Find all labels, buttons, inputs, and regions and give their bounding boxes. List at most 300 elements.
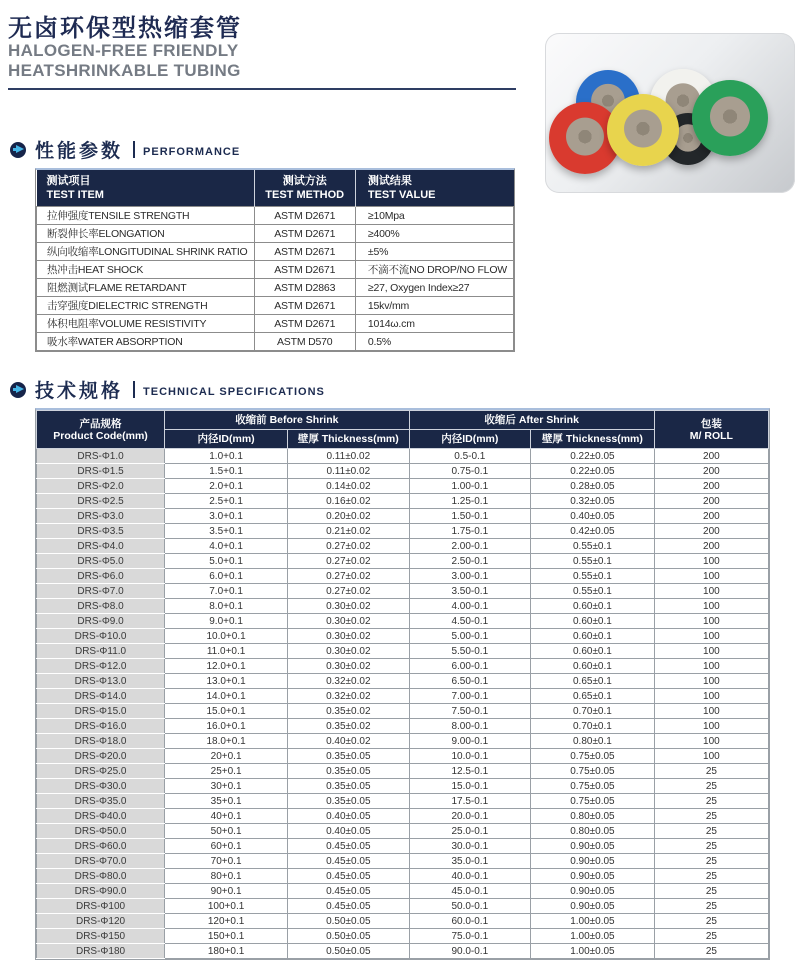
performance-row (37, 207, 514, 225)
product-code-cell: DRS-Φ4.0 (37, 539, 165, 554)
product-code-cell: DRS-Φ3.5 (37, 524, 165, 539)
heading-separator (133, 381, 135, 398)
test-item-cell: 阻燃测试FLAME RETARDANT (37, 279, 255, 297)
after-id-cell: 5.50-0.1 (409, 644, 531, 659)
test-method-cell: ASTM D2863 (254, 279, 355, 297)
performance-row (37, 333, 514, 351)
test-item-cell: 断裂伸长率ELONGATION (37, 225, 255, 243)
after-thickness-cell: 0.60±0.1 (531, 659, 655, 674)
roll-length-cell: 200 (654, 539, 768, 554)
before-id-cell: 16.0+0.1 (165, 719, 288, 734)
product-photo (545, 33, 795, 193)
roll-length-cell: 100 (654, 719, 768, 734)
header-test-item: 测试项目 TEST ITEM (37, 170, 255, 207)
header-before-id: 内径ID(mm) (165, 430, 288, 449)
page-subtitle (8, 41, 241, 81)
after-id-cell: 90.0-0.1 (409, 944, 531, 959)
spec-row (37, 614, 769, 629)
roll-length-cell: 25 (654, 824, 768, 839)
before-thickness-cell: 0.20±0.02 (288, 509, 410, 524)
after-thickness-cell: 0.60±0.1 (531, 599, 655, 614)
spec-row (37, 629, 769, 644)
before-thickness-cell: 0.32±0.02 (288, 674, 410, 689)
test-value-cell: ≥27, Oxygen Index≥27 (355, 279, 513, 297)
roll-length-cell: 25 (654, 809, 768, 824)
spec-row (37, 584, 769, 599)
roll-length-cell: 25 (654, 794, 768, 809)
after-id-cell: 20.0-0.1 (409, 809, 531, 824)
performance-heading-en: PERFORMANCE (143, 146, 241, 158)
after-id-cell: 6.00-0.1 (409, 659, 531, 674)
before-thickness-cell: 0.30±0.02 (288, 644, 410, 659)
before-id-cell: 3.0+0.1 (165, 509, 288, 524)
after-thickness-cell: 0.22±0.05 (531, 449, 655, 464)
before-id-cell: 100+0.1 (165, 899, 288, 914)
after-id-cell: 15.0-0.1 (409, 779, 531, 794)
product-code-cell: DRS-Φ7.0 (37, 584, 165, 599)
before-id-cell: 30+0.1 (165, 779, 288, 794)
product-code-cell: DRS-Φ8.0 (37, 599, 165, 614)
product-code-cell: DRS-Φ25.0 (37, 764, 165, 779)
after-thickness-cell: 0.65±0.1 (531, 674, 655, 689)
performance-row (37, 297, 514, 315)
product-code-cell: DRS-Φ2.0 (37, 479, 165, 494)
roll-length-cell: 25 (654, 869, 768, 884)
spec-row (37, 479, 769, 494)
before-id-cell: 3.5+0.1 (165, 524, 288, 539)
roll-length-cell: 100 (654, 659, 768, 674)
after-id-cell: 7.00-0.1 (409, 689, 531, 704)
spec-row (37, 539, 769, 554)
after-thickness-cell: 0.60±0.1 (531, 644, 655, 659)
spec-row (37, 494, 769, 509)
before-thickness-cell: 0.40±0.05 (288, 809, 410, 824)
roll-length-cell: 25 (654, 899, 768, 914)
spec-row (37, 659, 769, 674)
before-thickness-cell: 0.35±0.02 (288, 719, 410, 734)
test-method-cell: ASTM D2671 (254, 261, 355, 279)
roll-length-cell: 100 (654, 584, 768, 599)
before-thickness-cell: 0.35±0.05 (288, 764, 410, 779)
specifications-heading-cn: 技术规格 (35, 381, 124, 402)
performance-table (35, 168, 515, 352)
before-id-cell: 25+0.1 (165, 764, 288, 779)
after-thickness-cell: 0.65±0.1 (531, 689, 655, 704)
test-item-cell: 体积电阻率VOLUME RESISTIVITY (37, 315, 255, 333)
test-method-cell: ASTM D2671 (254, 225, 355, 243)
after-thickness-cell: 0.90±0.05 (531, 899, 655, 914)
before-id-cell: 10.0+0.1 (165, 629, 288, 644)
after-thickness-cell: 0.55±0.1 (531, 539, 655, 554)
roll-length-cell: 25 (654, 944, 768, 959)
spec-row (37, 929, 769, 944)
after-id-cell: 6.50-0.1 (409, 674, 531, 689)
spec-row (37, 899, 769, 914)
after-id-cell: 1.00-0.1 (409, 479, 531, 494)
before-id-cell: 90+0.1 (165, 884, 288, 899)
roll-length-cell: 200 (654, 509, 768, 524)
before-id-cell: 6.0+0.1 (165, 569, 288, 584)
after-thickness-cell: 0.90±0.05 (531, 854, 655, 869)
test-value-cell: 1014ω.cm (355, 315, 513, 333)
before-thickness-cell: 0.27±0.02 (288, 539, 410, 554)
spec-row (37, 839, 769, 854)
after-thickness-cell: 0.75±0.05 (531, 764, 655, 779)
product-code-cell: DRS-Φ13.0 (37, 674, 165, 689)
spec-row (37, 704, 769, 719)
before-id-cell: 2.0+0.1 (165, 479, 288, 494)
before-id-cell: 11.0+0.1 (165, 644, 288, 659)
spec-row (37, 794, 769, 809)
before-id-cell: 15.0+0.1 (165, 704, 288, 719)
performance-row (37, 315, 514, 333)
header-after-shrink: 收缩后 After Shrink (409, 411, 654, 430)
roll-length-cell: 25 (654, 779, 768, 794)
before-id-cell: 18.0+0.1 (165, 734, 288, 749)
product-code-cell: DRS-Φ35.0 (37, 794, 165, 809)
test-value-cell: ≥400% (355, 225, 513, 243)
product-code-cell: DRS-Φ16.0 (37, 719, 165, 734)
after-thickness-cell: 0.70±0.1 (531, 704, 655, 719)
after-thickness-cell: 0.75±0.05 (531, 749, 655, 764)
product-code-cell: DRS-Φ30.0 (37, 779, 165, 794)
spec-row (37, 689, 769, 704)
spec-row (37, 554, 769, 569)
page-subtitle-line1: HALOGEN-FREE FRIENDLY (8, 41, 239, 60)
after-id-cell: 7.50-0.1 (409, 704, 531, 719)
product-code-cell: DRS-Φ40.0 (37, 809, 165, 824)
before-id-cell: 2.5+0.1 (165, 494, 288, 509)
roll-length-cell: 200 (654, 524, 768, 539)
before-thickness-cell: 0.30±0.02 (288, 599, 410, 614)
roll-length-cell: 25 (654, 839, 768, 854)
spec-row (37, 884, 769, 899)
after-thickness-cell: 0.32±0.05 (531, 494, 655, 509)
test-value-cell: ≥10Mpa (355, 207, 513, 225)
specifications-section-heading (10, 376, 325, 403)
before-thickness-cell: 0.27±0.02 (288, 584, 410, 599)
spec-row (37, 869, 769, 884)
roll-length-cell: 25 (654, 854, 768, 869)
after-id-cell: 4.00-0.1 (409, 599, 531, 614)
roll-length-cell: 100 (654, 629, 768, 644)
product-code-cell: DRS-Φ14.0 (37, 689, 165, 704)
roll-length-cell: 100 (654, 569, 768, 584)
roll-length-cell: 100 (654, 644, 768, 659)
product-code-cell: DRS-Φ60.0 (37, 839, 165, 854)
before-id-cell: 70+0.1 (165, 854, 288, 869)
after-id-cell: 4.50-0.1 (409, 614, 531, 629)
header-product-code: 产品规格 Product Code(mm) (37, 411, 165, 449)
after-thickness-cell: 0.90±0.05 (531, 839, 655, 854)
product-code-cell: DRS-Φ80.0 (37, 869, 165, 884)
before-id-cell: 1.5+0.1 (165, 464, 288, 479)
before-id-cell: 9.0+0.1 (165, 614, 288, 629)
before-id-cell: 180+0.1 (165, 944, 288, 959)
roll-length-cell: 25 (654, 884, 768, 899)
roll-length-cell: 200 (654, 449, 768, 464)
after-id-cell: 0.75-0.1 (409, 464, 531, 479)
after-thickness-cell: 0.40±0.05 (531, 509, 655, 524)
performance-heading-cn: 性能参数 (35, 141, 124, 162)
test-value-cell: 0.5% (355, 333, 513, 351)
after-id-cell: 1.75-0.1 (409, 524, 531, 539)
before-id-cell: 5.0+0.1 (165, 554, 288, 569)
before-thickness-cell: 0.21±0.02 (288, 524, 410, 539)
after-id-cell: 2.50-0.1 (409, 554, 531, 569)
after-id-cell: 12.5-0.1 (409, 764, 531, 779)
performance-row (37, 243, 514, 261)
spec-row (37, 734, 769, 749)
spec-row (37, 809, 769, 824)
product-code-cell: DRS-Φ1.0 (37, 449, 165, 464)
before-thickness-cell: 0.27±0.02 (288, 569, 410, 584)
product-code-cell: DRS-Φ1.5 (37, 464, 165, 479)
after-thickness-cell: 1.00±0.05 (531, 929, 655, 944)
after-thickness-cell: 0.75±0.05 (531, 779, 655, 794)
before-thickness-cell: 0.40±0.02 (288, 734, 410, 749)
spec-row (37, 674, 769, 689)
after-thickness-cell: 1.00±0.05 (531, 944, 655, 959)
test-method-cell: ASTM D570 (254, 333, 355, 351)
before-thickness-cell: 0.30±0.02 (288, 614, 410, 629)
spec-row (37, 569, 769, 584)
before-id-cell: 50+0.1 (165, 824, 288, 839)
specifications-table (35, 408, 770, 960)
before-thickness-cell: 0.35±0.02 (288, 704, 410, 719)
before-thickness-cell: 0.14±0.02 (288, 479, 410, 494)
before-id-cell: 35+0.1 (165, 794, 288, 809)
product-code-cell: DRS-Φ6.0 (37, 569, 165, 584)
product-code-cell: DRS-Φ120 (37, 914, 165, 929)
after-id-cell: 8.00-0.1 (409, 719, 531, 734)
before-thickness-cell: 0.50±0.05 (288, 944, 410, 959)
spec-row (37, 764, 769, 779)
product-code-cell: DRS-Φ70.0 (37, 854, 165, 869)
after-thickness-cell: 0.55±0.1 (531, 569, 655, 584)
roll-length-cell: 200 (654, 464, 768, 479)
after-thickness-cell: 0.55±0.1 (531, 584, 655, 599)
product-code-cell: DRS-Φ10.0 (37, 629, 165, 644)
product-code-cell: DRS-Φ5.0 (37, 554, 165, 569)
after-thickness-cell: 0.28±0.05 (531, 479, 655, 494)
test-item-cell: 纵向收缩率LONGITUDINAL SHRINK RATIO (37, 243, 255, 261)
specifications-heading-en: TECHNICAL SPECIFICATIONS (143, 386, 325, 398)
before-thickness-cell: 0.30±0.02 (288, 659, 410, 674)
product-code-cell: DRS-Φ2.5 (37, 494, 165, 509)
test-value-cell: 不滴不流NO DROP/NO FLOW (355, 261, 513, 279)
before-id-cell: 8.0+0.1 (165, 599, 288, 614)
after-id-cell: 17.5-0.1 (409, 794, 531, 809)
roll-length-cell: 100 (654, 599, 768, 614)
product-code-cell: DRS-Φ50.0 (37, 824, 165, 839)
spec-row (37, 719, 769, 734)
performance-row (37, 261, 514, 279)
test-method-cell: ASTM D2671 (254, 315, 355, 333)
header-test-value: 测试结果 TEST VALUE (355, 170, 513, 207)
product-code-cell: DRS-Φ3.0 (37, 509, 165, 524)
before-id-cell: 20+0.1 (165, 749, 288, 764)
before-thickness-cell: 0.32±0.02 (288, 689, 410, 704)
test-item-cell: 吸水率WATER ABSORPTION (37, 333, 255, 351)
product-code-cell: DRS-Φ20.0 (37, 749, 165, 764)
test-value-cell: ±5% (355, 243, 513, 261)
test-item-cell: 拉伸强度TENSILE STRENGTH (37, 207, 255, 225)
before-thickness-cell: 0.11±0.02 (288, 449, 410, 464)
after-thickness-cell: 0.60±0.1 (531, 614, 655, 629)
after-thickness-cell: 0.80±0.1 (531, 734, 655, 749)
roll-length-cell: 100 (654, 689, 768, 704)
product-code-cell: DRS-Φ180 (37, 944, 165, 959)
after-id-cell: 40.0-0.1 (409, 869, 531, 884)
spec-row (37, 824, 769, 839)
performance-header-row (37, 170, 514, 207)
spec-row (37, 779, 769, 794)
header-package: 包装 M/ ROLL (654, 411, 768, 449)
product-code-cell: DRS-Φ18.0 (37, 734, 165, 749)
after-id-cell: 30.0-0.1 (409, 839, 531, 854)
before-id-cell: 1.0+0.1 (165, 449, 288, 464)
after-id-cell: 60.0-0.1 (409, 914, 531, 929)
after-thickness-cell: 0.42±0.05 (531, 524, 655, 539)
after-id-cell: 3.00-0.1 (409, 569, 531, 584)
test-item-cell: 热冲击HEAT SHOCK (37, 261, 255, 279)
before-thickness-cell: 0.35±0.05 (288, 779, 410, 794)
roll-length-cell: 100 (654, 614, 768, 629)
tubing-roll-yellow (607, 94, 679, 166)
after-id-cell: 25.0-0.1 (409, 824, 531, 839)
spec-row (37, 944, 769, 959)
after-thickness-cell: 0.70±0.1 (531, 719, 655, 734)
header-before-thickness: 壁厚 Thickness(mm) (288, 430, 410, 449)
before-thickness-cell: 0.30±0.02 (288, 629, 410, 644)
before-id-cell: 80+0.1 (165, 869, 288, 884)
before-thickness-cell: 0.45±0.05 (288, 899, 410, 914)
spec-row (37, 854, 769, 869)
after-thickness-cell: 0.60±0.1 (531, 629, 655, 644)
performance-row (37, 225, 514, 243)
roll-length-cell: 25 (654, 929, 768, 944)
roll-length-cell: 25 (654, 914, 768, 929)
before-thickness-cell: 0.45±0.05 (288, 884, 410, 899)
tubing-roll-green (692, 80, 768, 156)
arrow-bullet-icon (10, 382, 26, 398)
product-code-cell: DRS-Φ90.0 (37, 884, 165, 899)
spec-row (37, 914, 769, 929)
after-thickness-cell: 0.75±0.05 (531, 794, 655, 809)
header-test-method: 测试方法 TEST METHOD (254, 170, 355, 207)
roll-length-cell: 200 (654, 479, 768, 494)
after-id-cell: 35.0-0.1 (409, 854, 531, 869)
before-thickness-cell: 0.50±0.05 (288, 929, 410, 944)
before-thickness-cell: 0.35±0.05 (288, 794, 410, 809)
title-divider (8, 88, 516, 90)
after-id-cell: 0.5-0.1 (409, 449, 531, 464)
before-thickness-cell: 0.16±0.02 (288, 494, 410, 509)
after-thickness-cell: 0.55±0.1 (531, 554, 655, 569)
before-thickness-cell: 0.40±0.05 (288, 824, 410, 839)
performance-section-heading (10, 136, 240, 163)
after-thickness-cell: 1.00±0.05 (531, 914, 655, 929)
spec-row (37, 749, 769, 764)
heading-separator (133, 141, 135, 158)
roll-length-cell: 100 (654, 749, 768, 764)
after-id-cell: 1.50-0.1 (409, 509, 531, 524)
spec-row (37, 644, 769, 659)
spec-row (37, 509, 769, 524)
after-id-cell: 45.0-0.1 (409, 884, 531, 899)
spec-row (37, 449, 769, 464)
before-thickness-cell: 0.50±0.05 (288, 914, 410, 929)
before-thickness-cell: 0.45±0.05 (288, 839, 410, 854)
before-thickness-cell: 0.27±0.02 (288, 554, 410, 569)
after-thickness-cell: 0.80±0.05 (531, 809, 655, 824)
product-code-cell: DRS-Φ11.0 (37, 644, 165, 659)
roll-length-cell: 100 (654, 704, 768, 719)
header-after-id: 内径ID(mm) (409, 430, 531, 449)
before-thickness-cell: 0.45±0.05 (288, 869, 410, 884)
after-thickness-cell: 0.90±0.05 (531, 884, 655, 899)
before-id-cell: 12.0+0.1 (165, 659, 288, 674)
page-subtitle-line2: HEATSHRINKABLE TUBING (8, 61, 241, 80)
header-before-shrink: 收缩前 Before Shrink (165, 411, 409, 430)
roll-length-cell: 100 (654, 554, 768, 569)
after-thickness-cell: 0.90±0.05 (531, 869, 655, 884)
before-id-cell: 14.0+0.1 (165, 689, 288, 704)
before-thickness-cell: 0.35±0.05 (288, 749, 410, 764)
test-item-cell: 击穿强度DIELECTRIC STRENGTH (37, 297, 255, 315)
before-id-cell: 40+0.1 (165, 809, 288, 824)
test-method-cell: ASTM D2671 (254, 243, 355, 261)
after-id-cell: 9.00-0.1 (409, 734, 531, 749)
after-thickness-cell: 0.80±0.05 (531, 824, 655, 839)
product-code-cell: DRS-Φ100 (37, 899, 165, 914)
after-id-cell: 1.25-0.1 (409, 494, 531, 509)
before-id-cell: 60+0.1 (165, 839, 288, 854)
before-id-cell: 4.0+0.1 (165, 539, 288, 554)
roll-length-cell: 200 (654, 494, 768, 509)
after-id-cell: 50.0-0.1 (409, 899, 531, 914)
after-id-cell: 3.50-0.1 (409, 584, 531, 599)
roll-length-cell: 25 (654, 764, 768, 779)
after-id-cell: 5.00-0.1 (409, 629, 531, 644)
before-id-cell: 120+0.1 (165, 914, 288, 929)
performance-row (37, 279, 514, 297)
roll-length-cell: 100 (654, 674, 768, 689)
spec-row (37, 524, 769, 539)
page-title: 无卤环保型热缩套管 (8, 15, 242, 42)
product-code-cell: DRS-Φ9.0 (37, 614, 165, 629)
test-value-cell: 15kv/mm (355, 297, 513, 315)
product-code-cell: DRS-Φ150 (37, 929, 165, 944)
after-id-cell: 2.00-0.1 (409, 539, 531, 554)
before-id-cell: 150+0.1 (165, 929, 288, 944)
spec-row (37, 599, 769, 614)
before-id-cell: 13.0+0.1 (165, 674, 288, 689)
test-method-cell: ASTM D2671 (254, 297, 355, 315)
arrow-bullet-icon (10, 142, 26, 158)
product-code-cell: DRS-Φ12.0 (37, 659, 165, 674)
after-id-cell: 10.0-0.1 (409, 749, 531, 764)
spec-header-row-1 (37, 411, 769, 430)
after-id-cell: 75.0-0.1 (409, 929, 531, 944)
before-id-cell: 7.0+0.1 (165, 584, 288, 599)
roll-length-cell: 100 (654, 734, 768, 749)
after-thickness-cell: 0.22±0.05 (531, 464, 655, 479)
before-thickness-cell: 0.45±0.05 (288, 854, 410, 869)
test-method-cell: ASTM D2671 (254, 207, 355, 225)
spec-row (37, 464, 769, 479)
